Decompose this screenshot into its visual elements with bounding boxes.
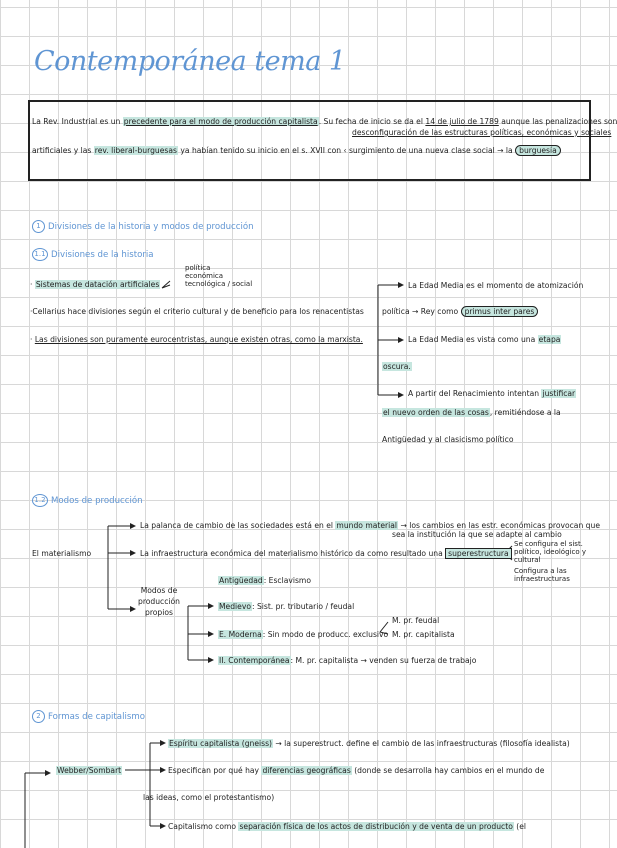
modos-label: producción [138, 597, 180, 606]
edad-media-note: La Edad Media es el momento de atomización [408, 281, 584, 290]
intro-line-3: artificiales y las rev. liberal-burguesas ya habían tenido su inicio en el s. XVII con ‹ surgimiento de una nueva clase social → la burguesía [32, 146, 561, 155]
modo-antiguedad: Antigüedad: Esclavismo [219, 576, 311, 585]
modo-medievo: Medievo: Sist. pr. tributario / feudal [219, 602, 355, 611]
superestructura-note-1: Se configura el sist. político, ideológico y cultural [514, 540, 586, 564]
sist-item: tecnológica / social [185, 280, 253, 288]
weber-sombart: Webber/Sombart [57, 766, 122, 775]
cellarius-note: ·Cellarius hace divisiones según el criterio cultural y de beneficio para los renacentistas [30, 307, 364, 316]
edad-media-oscura: La Edad Media es vista como una etapa [408, 335, 561, 344]
renacimiento-note-2: el nuevo orden de las cosas, remitiéndose a la [383, 408, 561, 417]
sistemas-datacion: · Sistemas de datación artificiales [30, 280, 160, 289]
materialismo-branch-1: La palanca de cambio de las sociedades está en el mundo material → los cambios en las estr. económicas provocan que [140, 521, 600, 530]
sist-item: política [185, 264, 211, 272]
modos-label: Modos de [140, 586, 178, 595]
modo-contemporanea: II. Contemporánea: M. pr. capitalista → venden su fuerza de trabajo [219, 656, 477, 665]
materialismo-label: El materialismo [32, 549, 92, 558]
intro-line-2: desconfiguración de las estructuras políticas, económicas y sociales [352, 128, 612, 137]
weber-2: Especifican por qué hay diferencias geográficas (donde se desarrolla hay cambios en el mundo de [168, 766, 545, 775]
weber-3: las ideas, como el protestantismo) [143, 793, 275, 802]
modo-feudal: M. pr. feudal [392, 616, 440, 625]
section-1-1-heading: 1.1 Divisiones de la historia [32, 248, 154, 261]
renacimiento-note: A partir del Renacimiento intentan justificar [408, 389, 576, 398]
oscura: oscura. [383, 362, 411, 371]
section-1-heading: 1 Divisiones de la historia y modos de producción [32, 220, 254, 233]
weber-1: Espíritu capitalista (gneiss) → la superestruct. define el cambio de las infraestructuras (filosofía idealista) [169, 739, 570, 748]
modo-moderna: E. Moderna: Sin modo de producc. exclusivo [219, 630, 389, 639]
eurocentrismo-note: · Las divisiones son puramente eurocentristas, aunque existen otras, como la marxista. [30, 335, 363, 344]
renacimiento-note-3: Antigüedad y al clasicismo político [382, 435, 514, 444]
intro-box [28, 100, 591, 181]
modos-label: propios [145, 608, 173, 617]
edad-media-note-2: política → Rey como primus inter pares [382, 307, 538, 316]
superestructura-note-2: Configura a las infraestructuras [514, 567, 570, 583]
materialismo-branch-2: La infraestructura económica del materialismo histórico da como resultado una superestructura [140, 549, 512, 558]
intro-line-1: La Rev. Industrial es un precedente para el modo de producción capitalista. Su fecha de inicio se da el 14 de julio de 1789 aunque las penalizaciones son [32, 117, 617, 126]
page-title: Contemporánea tema 1 [34, 46, 346, 77]
sist-item: económica [185, 272, 224, 280]
section-1-2-heading: 1.2 Modos de producción [32, 494, 143, 507]
weber-4: Capitalismo como separación física de los actos de distribución y de venta de un producto (el [168, 822, 527, 831]
modo-capitalista: M. pr. capitalista [392, 630, 455, 639]
section-2-heading: 2 Formas de capitalismo [32, 710, 145, 723]
materialismo-branch-1b: sea la institución la que se adapte al cambio [392, 530, 562, 539]
